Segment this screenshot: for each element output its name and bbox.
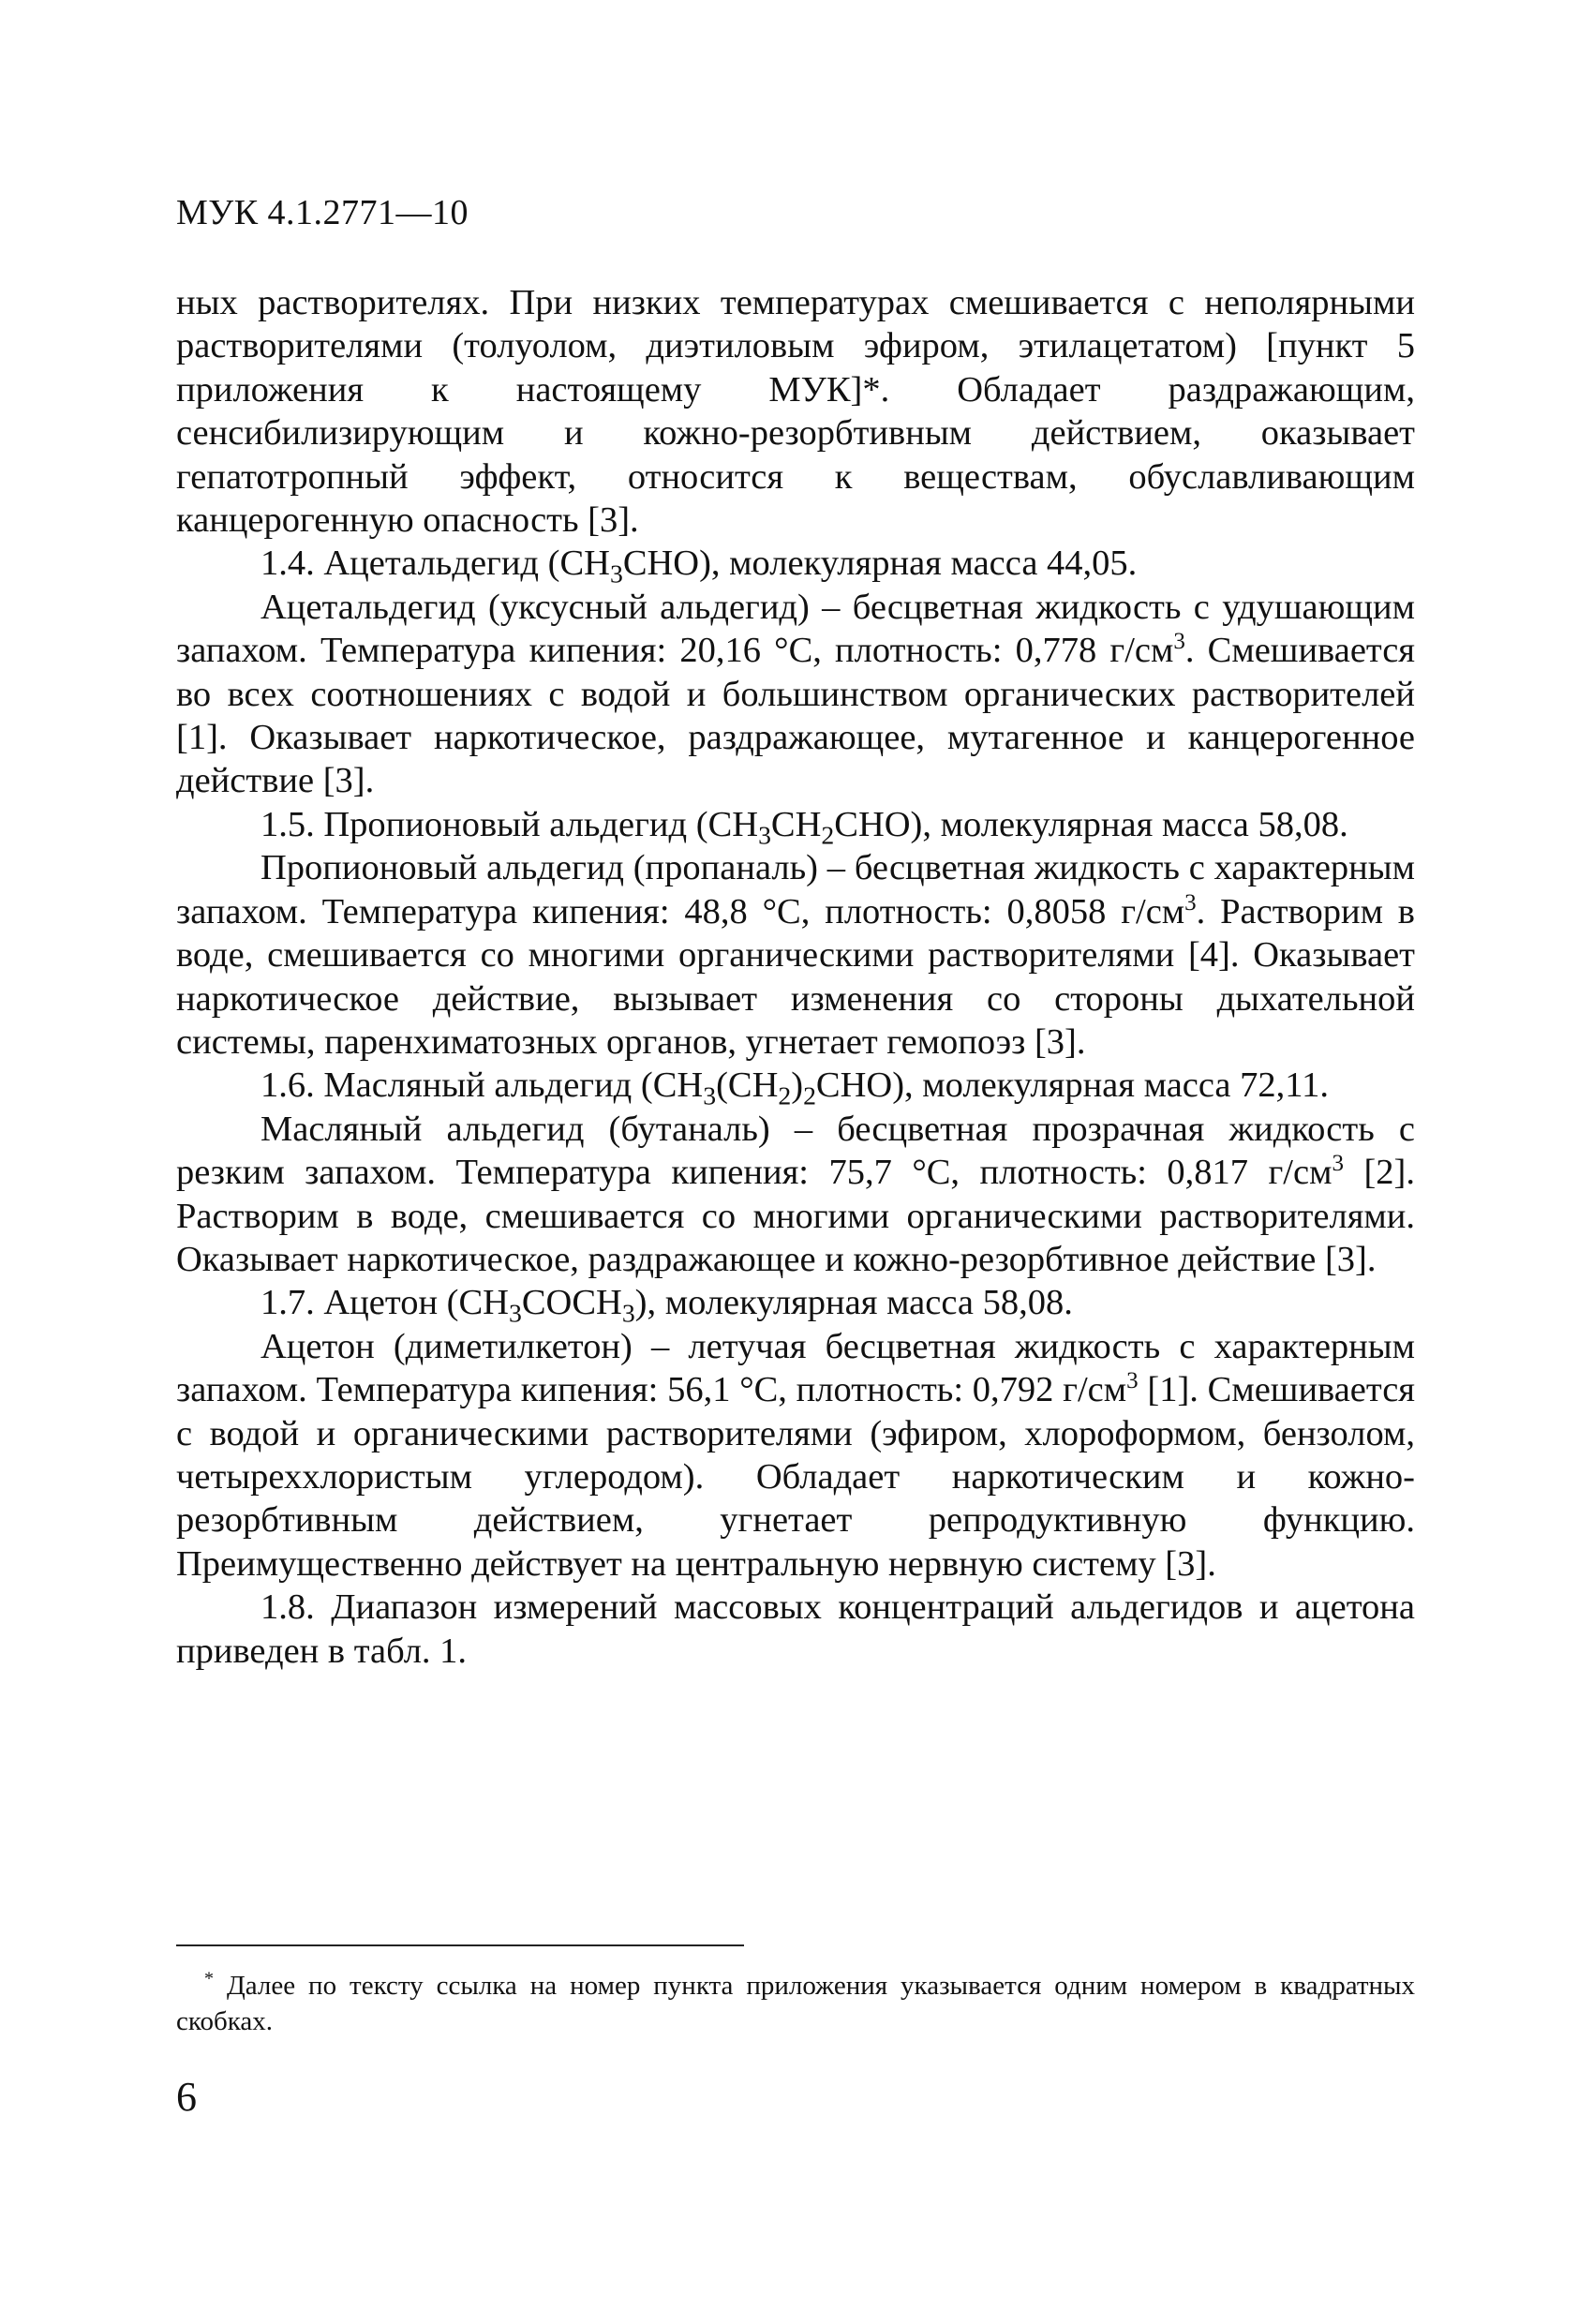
section-1-8-paragraph: 1.8. Диапазон измерений массовых концентраций альдегидов и ацетона приведен в табл. 1. xyxy=(176,1587,1415,1671)
text-run: . Растворим в воде, смешивается со многими органическими растворителями [4]. Оказывает наркотическое действие, вызывает изменения со стороны дыхательной системы, паренхиматозных органов, угнетает гемопоэз [3]. xyxy=(176,891,1415,1062)
text-run: [1]. Смешивается с водой и органическими растворителями (эфиром, хлороформом, бензолом, четыреххлористым углеродом). Обладает наркотическим и кожно-резорбтивным действием, угнетает репродуктивную функцию. Преимущественно действует на центральную нервную систему [3]. xyxy=(176,1370,1415,1584)
footnote-divider xyxy=(176,1944,744,1946)
section-1-6-heading xyxy=(176,1064,1415,1110)
subscript: 3 xyxy=(758,820,771,850)
footnote-marker: * xyxy=(204,1968,214,1989)
section-1-7-heading xyxy=(176,1281,1415,1329)
section-1-4-heading xyxy=(176,542,1415,589)
paragraph-butyraldehyde xyxy=(176,1108,1415,1282)
text-run: COCH xyxy=(521,1283,622,1323)
page-number: 6 xyxy=(176,2074,197,2120)
text-run: 1.5. Пропионовый альдегид (CH xyxy=(261,804,759,844)
superscript: 3 xyxy=(1184,889,1197,916)
paragraph-propionaldehyde xyxy=(176,846,1415,1064)
text-run: 1.7. Ацетон (CH xyxy=(261,1283,509,1323)
text-run: [2]. Растворим в воде, смешивается со многими органическими растворителями. Оказывает наркотическое, раздражающее и кожно-резорбтивное действие [3]. xyxy=(176,1153,1415,1279)
subscript: 3 xyxy=(621,1299,635,1329)
subscript: 3 xyxy=(703,1081,717,1110)
paragraph-acetone xyxy=(176,1325,1415,1586)
subscript: 3 xyxy=(609,559,623,589)
text-run: Ацетон (диметилкетон) – летучая бесцветная жидкость с характерным запахом. Температура кипения: 56,1 °С, плотность: 0,792 г/см xyxy=(176,1326,1415,1410)
subscript: 2 xyxy=(803,1081,816,1110)
text-run: 1.6. Масляный альдегид (CH xyxy=(261,1065,704,1106)
paragraph-intro: ных растворителях. При низких температурах смешивается с неполярными растворителями (толуолом, диэтиловым эфиром, этилацетатом) [пункт 5 приложения к настоящему МУК]*. Обладает раздражающим, сенсибилизирующим и кожно-резорбтивным действием, оказывает гепатотропный эффект, относится к веществам, обуславливающим канцерогенную опасность [3]. xyxy=(176,283,1415,541)
text-run: CHO), молекулярная масса 72,11. xyxy=(815,1065,1329,1106)
document-code-header: МУК 4.1.2771—10 xyxy=(176,193,469,232)
text-run: ) xyxy=(791,1065,804,1106)
text-run: Ацетальдегид (уксусный альдегид) – бесцветная жидкость с удушающим запахом. Температура кипения: 20,16 °С, плотность: 0,778 г/см xyxy=(176,587,1415,671)
text-run: . Смешивается во всех соотношениях с водой и большинством органических растворителей [1]. Оказывает наркотическое, раздражающее, мутагенное и канцерогенное действие [3]. xyxy=(176,631,1416,801)
text-run: ), молекулярная масса 58,08. xyxy=(634,1283,1073,1323)
section-1-5-heading xyxy=(176,803,1415,850)
text-run: CHO), молекулярная масса 44,05. xyxy=(622,544,1138,584)
text-run: CHO), молекулярная масса 58,08. xyxy=(834,804,1348,844)
subscript: 3 xyxy=(508,1299,522,1329)
text-run: (CH xyxy=(716,1065,779,1106)
text-run: Пропионовый альдегид (пропаналь) – бесцветная жидкость с характерным запахом. Температура кипения: 48,8 °С, плотность: 0,8058 г/см xyxy=(176,848,1415,931)
paragraph-acetaldehyde xyxy=(176,586,1415,803)
subscript: 2 xyxy=(778,1081,792,1110)
text-run: Масляный альдегид (бутаналь) – бесцветная прозрачная жидкость с резким запахом. Температура кипения: 75,7 °С, плотность: 0,817 г/см xyxy=(176,1109,1415,1193)
superscript: 3 xyxy=(1332,1151,1344,1177)
subscript: 2 xyxy=(821,820,835,850)
superscript: 3 xyxy=(1126,1368,1139,1394)
footnote-text: Далее по тексту ссылка на номер пункта приложения указывается одним номером в квадратных скобках. xyxy=(176,1971,1415,2036)
text-run: 1.4. Ацетальдегид (CH xyxy=(261,544,610,584)
text-run: CH xyxy=(770,804,822,844)
body-text xyxy=(176,281,1415,1673)
footnote xyxy=(176,1968,1415,2039)
superscript: 3 xyxy=(1173,629,1185,655)
